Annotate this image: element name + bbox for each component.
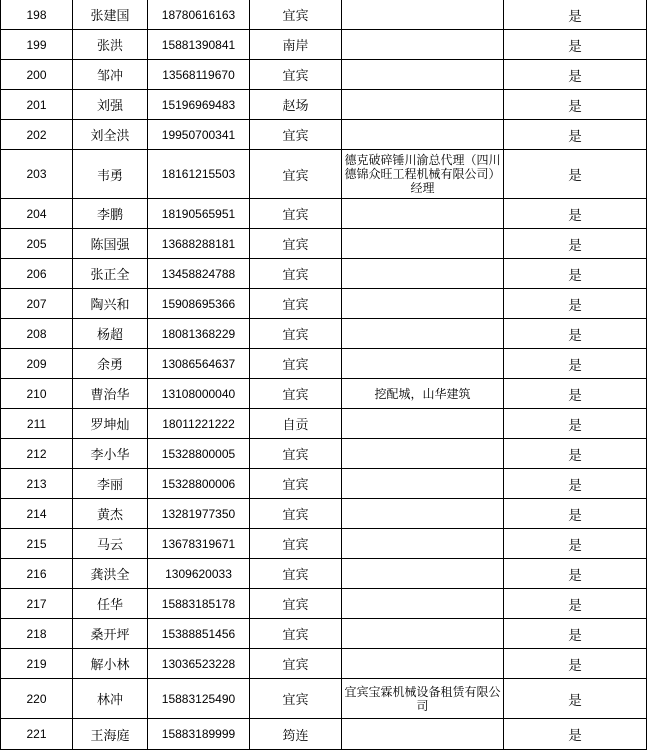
phone-cell: 15328800005 [148, 439, 250, 469]
phone-cell: 15883189999 [148, 719, 250, 750]
location-cell: 宜宾 [250, 589, 342, 619]
row-number-cell: 218 [1, 619, 73, 649]
phone-cell: 13458824788 [148, 259, 250, 289]
flag-cell: 是 [504, 0, 647, 30]
note-cell [342, 289, 504, 319]
location-cell: 宜宾 [250, 469, 342, 499]
location-cell: 宜宾 [250, 0, 342, 30]
location-cell: 自贡 [250, 409, 342, 439]
table-row [1, 499, 647, 529]
table-row [1, 289, 647, 319]
row-number-cell: 208 [1, 319, 73, 349]
name-cell: 任华 [73, 589, 148, 619]
name-cell: 张建国 [73, 0, 148, 30]
note-cell [342, 120, 504, 150]
flag-cell: 是 [504, 60, 647, 90]
phone-cell: 15388851456 [148, 619, 250, 649]
note-cell: 宜宾宝霖机械设备租赁有限公司 [342, 679, 504, 719]
name-cell: 马云 [73, 529, 148, 559]
table-row [1, 619, 647, 649]
location-cell: 宜宾 [250, 229, 342, 259]
note-cell [342, 90, 504, 120]
name-cell: 张正全 [73, 259, 148, 289]
table-row [1, 719, 647, 750]
phone-cell: 13281977350 [148, 499, 250, 529]
flag-cell: 是 [504, 379, 647, 409]
note-cell: 德克破碎锤川渝总代理（四川德锦众旺工程机械有限公司）经理 [342, 150, 504, 199]
phone-cell: 13036523228 [148, 649, 250, 679]
name-cell: 韦勇 [73, 150, 148, 199]
note-cell [342, 349, 504, 379]
name-cell: 罗坤灿 [73, 409, 148, 439]
note-cell [342, 439, 504, 469]
row-number-cell: 214 [1, 499, 73, 529]
table-row [1, 559, 647, 589]
location-cell: 赵场 [250, 90, 342, 120]
flag-cell: 是 [504, 409, 647, 439]
flag-cell: 是 [504, 229, 647, 259]
note-cell [342, 719, 504, 750]
row-number-cell: 221 [1, 719, 73, 750]
name-cell: 陶兴和 [73, 289, 148, 319]
note-cell [342, 469, 504, 499]
phone-cell: 18190565951 [148, 199, 250, 229]
row-number-cell: 213 [1, 469, 73, 499]
flag-cell: 是 [504, 469, 647, 499]
note-cell [342, 319, 504, 349]
row-number-cell: 207 [1, 289, 73, 319]
row-number-cell: 204 [1, 199, 73, 229]
flag-cell: 是 [504, 719, 647, 750]
table-row [1, 120, 647, 150]
note-cell [342, 619, 504, 649]
table-row [1, 409, 647, 439]
table-row [1, 649, 647, 679]
phone-cell: 1309620033 [148, 559, 250, 589]
flag-cell: 是 [504, 529, 647, 559]
name-cell: 余勇 [73, 349, 148, 379]
phone-cell: 18081368229 [148, 319, 250, 349]
name-cell: 林冲 [73, 679, 148, 719]
name-cell: 张洪 [73, 30, 148, 60]
note-cell [342, 649, 504, 679]
name-cell: 邹冲 [73, 60, 148, 90]
name-cell: 李鹏 [73, 199, 148, 229]
table-row [1, 90, 647, 120]
location-cell: 宜宾 [250, 289, 342, 319]
note-cell [342, 559, 504, 589]
phone-cell: 15881390841 [148, 30, 250, 60]
location-cell: 宜宾 [250, 529, 342, 559]
note-cell [342, 529, 504, 559]
location-cell: 宜宾 [250, 349, 342, 379]
table-row [1, 349, 647, 379]
flag-cell: 是 [504, 199, 647, 229]
row-number-cell: 216 [1, 559, 73, 589]
name-cell: 刘全洪 [73, 120, 148, 150]
phone-cell: 18780616163 [148, 0, 250, 30]
name-cell: 陈国强 [73, 229, 148, 259]
phone-cell: 13678319671 [148, 529, 250, 559]
phone-cell: 18011221222 [148, 409, 250, 439]
note-cell [342, 589, 504, 619]
note-cell [342, 409, 504, 439]
note-cell [342, 199, 504, 229]
name-cell: 王海庭 [73, 719, 148, 750]
phone-cell: 13568119670 [148, 60, 250, 90]
table-row [1, 259, 647, 289]
phone-cell: 19950700341 [148, 120, 250, 150]
row-number-cell: 203 [1, 150, 73, 199]
phone-cell: 15883125490 [148, 679, 250, 719]
table-row [1, 469, 647, 499]
location-cell: 宜宾 [250, 679, 342, 719]
flag-cell: 是 [504, 30, 647, 60]
name-cell: 李丽 [73, 469, 148, 499]
flag-cell: 是 [504, 150, 647, 199]
flag-cell: 是 [504, 120, 647, 150]
location-cell: 筠连 [250, 719, 342, 750]
note-cell [342, 259, 504, 289]
row-number-cell: 209 [1, 349, 73, 379]
note-cell [342, 0, 504, 30]
table-row [1, 60, 647, 90]
flag-cell: 是 [504, 319, 647, 349]
name-cell: 龚洪全 [73, 559, 148, 589]
row-number-cell: 217 [1, 589, 73, 619]
name-cell: 解小林 [73, 649, 148, 679]
location-cell: 宜宾 [250, 150, 342, 199]
location-cell: 宜宾 [250, 379, 342, 409]
name-cell: 杨超 [73, 319, 148, 349]
row-number-cell: 211 [1, 409, 73, 439]
flag-cell: 是 [504, 649, 647, 679]
location-cell: 宜宾 [250, 259, 342, 289]
phone-cell: 15196969483 [148, 90, 250, 120]
phone-cell: 15883185178 [148, 589, 250, 619]
phone-cell: 15328800006 [148, 469, 250, 499]
table-row [1, 229, 647, 259]
table-body [1, 0, 647, 750]
location-cell: 宜宾 [250, 319, 342, 349]
table-row [1, 379, 647, 409]
table-row [1, 679, 647, 719]
row-number-cell: 205 [1, 229, 73, 259]
name-cell: 刘强 [73, 90, 148, 120]
phone-cell: 13108000040 [148, 379, 250, 409]
phone-cell: 18161215503 [148, 150, 250, 199]
location-cell: 宜宾 [250, 559, 342, 589]
row-number-cell: 212 [1, 439, 73, 469]
table-row [1, 439, 647, 469]
row-number-cell: 198 [1, 0, 73, 30]
table-row [1, 0, 647, 30]
note-cell [342, 60, 504, 90]
note-cell [342, 499, 504, 529]
row-number-cell: 210 [1, 379, 73, 409]
location-cell: 宜宾 [250, 649, 342, 679]
flag-cell: 是 [504, 679, 647, 719]
flag-cell: 是 [504, 90, 647, 120]
note-cell: 挖配城，山华建筑 [342, 379, 504, 409]
location-cell: 南岸 [250, 30, 342, 60]
table-row [1, 30, 647, 60]
location-cell: 宜宾 [250, 60, 342, 90]
flag-cell: 是 [504, 559, 647, 589]
phone-cell: 13688288181 [148, 229, 250, 259]
flag-cell: 是 [504, 619, 647, 649]
name-cell: 黄杰 [73, 499, 148, 529]
note-cell [342, 30, 504, 60]
location-cell: 宜宾 [250, 619, 342, 649]
phone-cell: 15908695366 [148, 289, 250, 319]
location-cell: 宜宾 [250, 439, 342, 469]
flag-cell: 是 [504, 289, 647, 319]
table-row [1, 199, 647, 229]
row-number-cell: 220 [1, 679, 73, 719]
row-number-cell: 206 [1, 259, 73, 289]
row-number-cell: 201 [1, 90, 73, 120]
location-cell: 宜宾 [250, 499, 342, 529]
name-cell: 桑开坪 [73, 619, 148, 649]
table-row [1, 319, 647, 349]
row-number-cell: 215 [1, 529, 73, 559]
row-number-cell: 199 [1, 30, 73, 60]
flag-cell: 是 [504, 439, 647, 469]
flag-cell: 是 [504, 259, 647, 289]
name-cell: 曹治华 [73, 379, 148, 409]
row-number-cell: 202 [1, 120, 73, 150]
flag-cell: 是 [504, 499, 647, 529]
table-row [1, 529, 647, 559]
location-cell: 宜宾 [250, 120, 342, 150]
location-cell: 宜宾 [250, 199, 342, 229]
phone-cell: 13086564637 [148, 349, 250, 379]
flag-cell: 是 [504, 589, 647, 619]
row-number-cell: 219 [1, 649, 73, 679]
flag-cell: 是 [504, 349, 647, 379]
table-row [1, 150, 647, 199]
table-row [1, 589, 647, 619]
note-cell [342, 229, 504, 259]
row-number-cell: 200 [1, 60, 73, 90]
name-cell: 李小华 [73, 439, 148, 469]
